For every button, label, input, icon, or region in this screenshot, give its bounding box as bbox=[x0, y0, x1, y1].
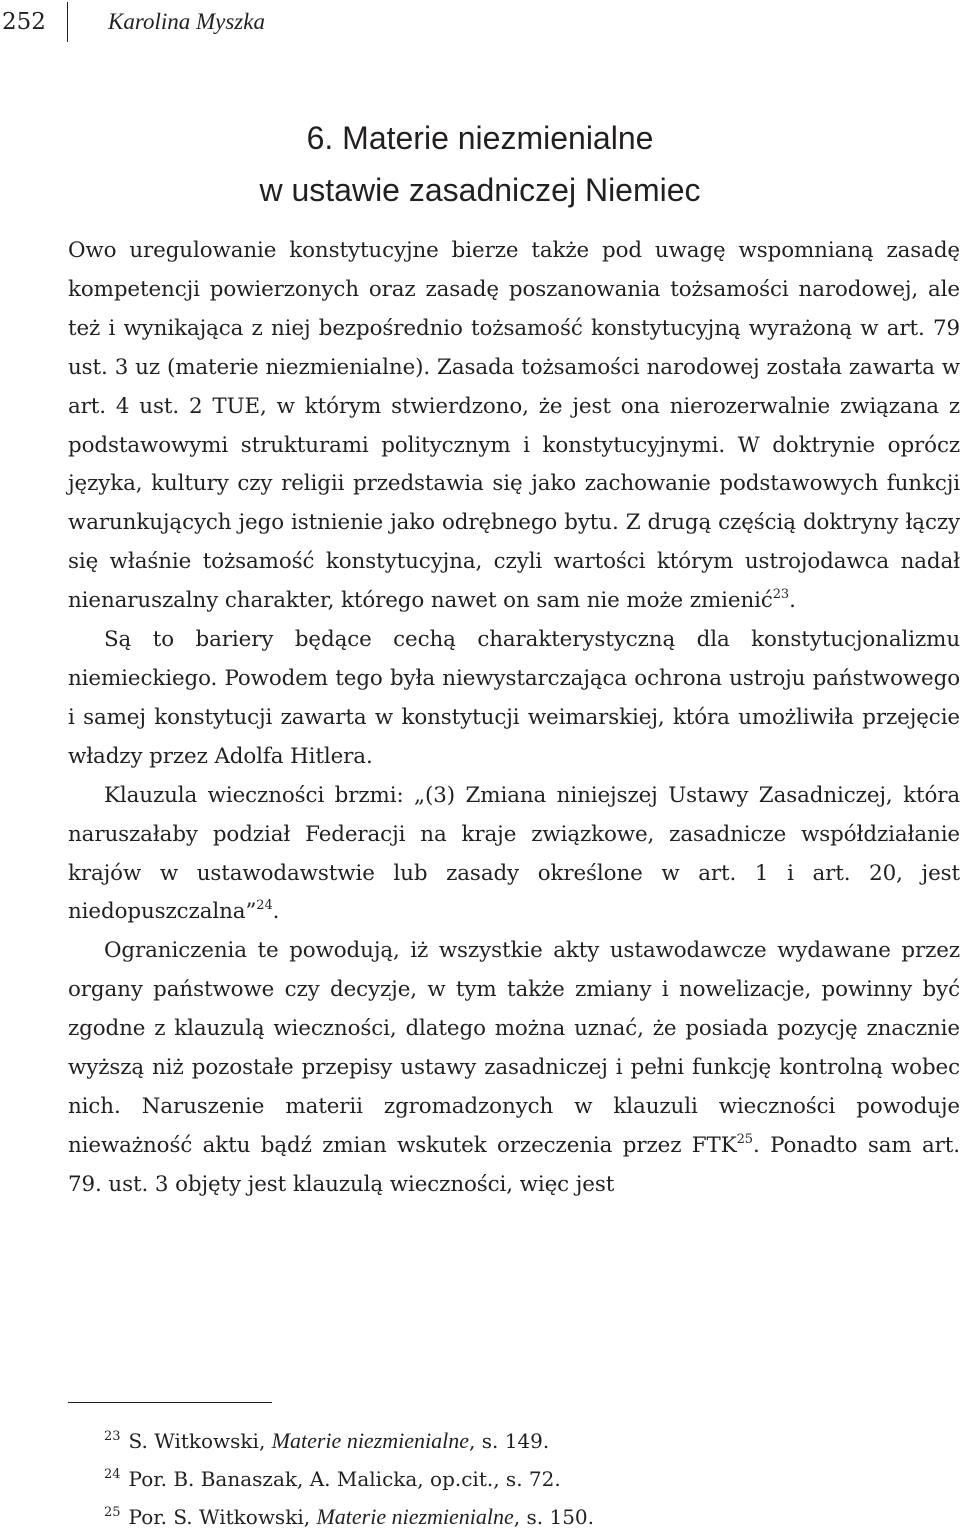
footnote-text: Por. S. Witkowski, bbox=[128, 1505, 317, 1529]
footnote-number: 23 bbox=[104, 1429, 121, 1444]
footnote-24 bbox=[104, 1458, 960, 1496]
paragraph-3-text: Klauzula wieczności brzmi: „(3) Zmiana niniejszej Ustawy Zasadniczej, która naruszałaby podział Federacji na kraje związkowe, zasadnicze współdziałanie krajów w ustawodawstwie lub zasady określone w art. 1 i art. 20, jest niedopuszczalna” bbox=[68, 782, 960, 925]
footnote-locator: , s. 150. bbox=[513, 1505, 595, 1529]
paragraph-1 bbox=[68, 232, 960, 621]
page-number: 252 bbox=[2, 9, 46, 35]
paragraph-4-text: Ograniczenia te powodują, iż wszystkie akty ustawodawcze wydawane przez organy państwowe czy decyzje, w tym także zmiany i nowelizacje, powinny być zgodne z klauzulą wieczności, dlatego można uznać, że posiada pozycję znacznie wyższą niż pozostałe przepisy ustawy zasadniczej i pełni funkcję kontrolną wobec nich. Naruszenie materii zgromadzonych w klauzuli wieczności powoduje nieważność aktu bądź zmian wskutek orzeczenia przez FTK bbox=[68, 938, 960, 1158]
running-author: Karolina Myszka bbox=[108, 9, 265, 34]
header-divider bbox=[67, 2, 68, 42]
footnote-number: 24 bbox=[104, 1467, 121, 1482]
footnote-text: S. Witkowski, bbox=[128, 1429, 272, 1453]
footnote-number: 25 bbox=[104, 1505, 121, 1520]
paragraph-3 bbox=[68, 777, 960, 933]
paragraph-2-text: Są to bariery będące cechą charakterystyczną dla konstytucjonalizmu niemieckiego. Powodem tego była niewystarczająca ochrona ustroju państwowego i samej konstytucji zawarta w konstytucji weimarskiej, która umożliwiła przejęcie władzy przez Adolfa Hitlera. bbox=[68, 627, 960, 769]
footnote-text: Por. B. Banaszak, A. Malicka, op.cit., s. 72. bbox=[128, 1467, 561, 1491]
paragraph-2 bbox=[68, 621, 960, 777]
footnote-ref-25[interactable]: 25 bbox=[736, 1131, 753, 1147]
section-title bbox=[0, 112, 960, 216]
paragraph-4 bbox=[68, 932, 960, 1204]
running-head bbox=[0, 0, 960, 44]
footnote-separator bbox=[68, 1402, 272, 1403]
footnote-ref-23[interactable]: 23 bbox=[772, 587, 790, 603]
body-text bbox=[68, 232, 960, 1205]
footnote-ref-24[interactable]: 24 bbox=[256, 898, 273, 914]
paragraph-1-text: Owo uregulowanie konstytucyjne bierze także pod uwagę wspomnianą zasadę kompetencji powierzonych oraz zasadę poszanowania tożsamości narodowej, ale też i wynikająca z niej bezpośrednio tożsamość konstytucyjną wyrażoną w art. 79 ust. 3 uz (materie niezmienialne). Zasada tożsamości narodowej została zawarta w art. 4 ust. 2 TUE, w którym stwierdzono, że jest ona nierozerwalnie związana z podstawowymi strukturami politycznym i konstytucyjnymi. W doktrynie oprócz języka, kultury czy religii przedstawia się jako zachowanie podstawowych funkcji warunkujących jego istnienie jako odrębnego bytu. Z drugą częścią doktryny łączy się właśnie tożsamość konstytucyjna, czyli wartości którym ustrojodawca nadał nienaruszalny charakter, którego nawet on sam nie może zmienić bbox=[68, 238, 960, 614]
paragraph-3-tail: . bbox=[272, 899, 280, 925]
footnote-25 bbox=[104, 1496, 960, 1534]
footnotes bbox=[104, 1420, 960, 1534]
section-title-line-2: w ustawie zasadniczej Niemiec bbox=[259, 172, 701, 208]
footnote-locator: , s. 149. bbox=[469, 1429, 550, 1453]
footnote-work-title: Materie niezmienialne bbox=[271, 1428, 470, 1453]
paragraph-1-tail: . bbox=[789, 588, 796, 614]
footnote-23 bbox=[104, 1420, 960, 1458]
footnote-work-title: Materie niezmienialne bbox=[316, 1504, 514, 1529]
section-title-line-1: 6. Materie niezmienialne bbox=[306, 120, 654, 156]
paragraph-4-tail: . Ponadto sam art. 79. ust. 3 objęty jest klauzulą wieczności, więc jest bbox=[68, 1132, 960, 1197]
